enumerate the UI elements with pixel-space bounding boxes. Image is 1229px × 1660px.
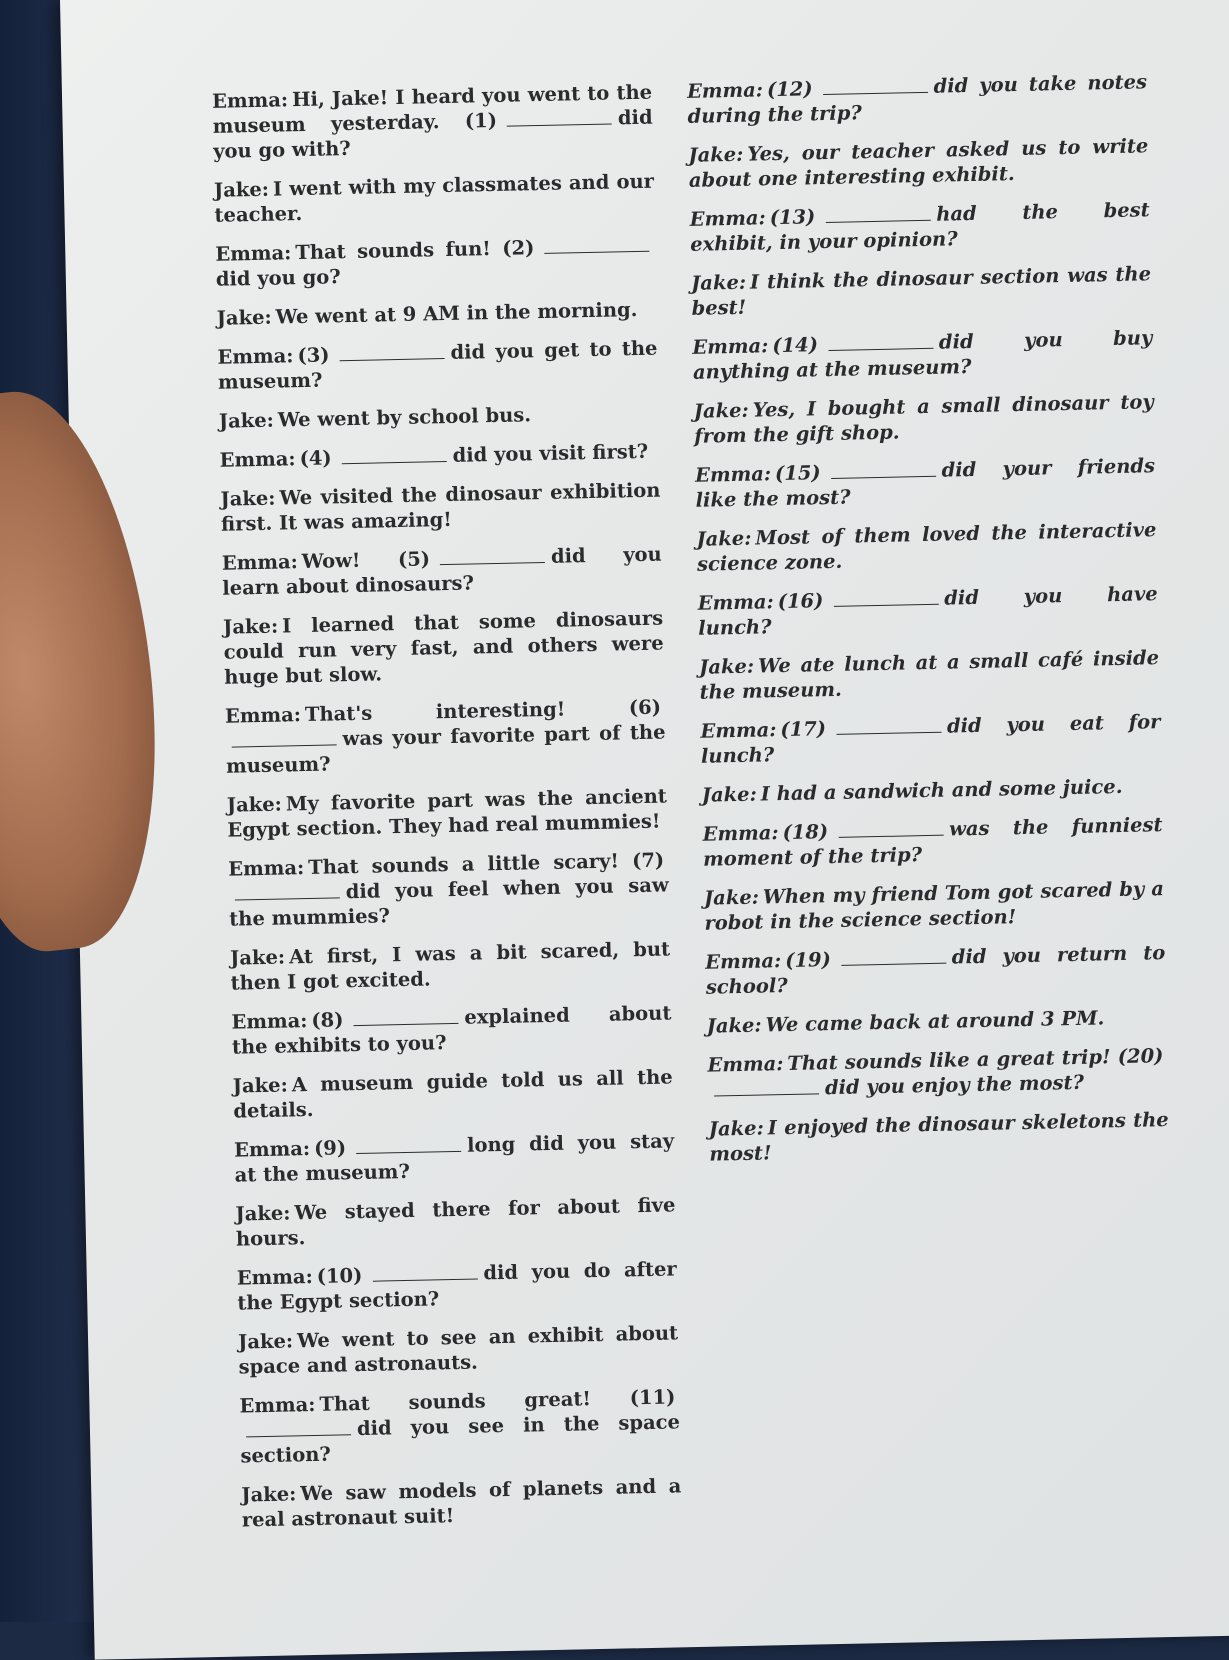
dialogue-text: We saw models of planets and a real astronaut suit! xyxy=(241,1474,682,1532)
jake-line xyxy=(227,783,668,842)
dialogue-text: did you get to the museum? xyxy=(217,336,658,394)
dialogue-text: was the funniest moment of the trip? xyxy=(702,813,1163,871)
answer-blank[interactable] xyxy=(830,460,935,479)
question-number: (6) xyxy=(628,695,662,720)
dialogue-text: My favorite part was the ancient Egypt section. They had real mummies! xyxy=(227,784,668,842)
dialogue-text: did you eat for lunch? xyxy=(700,710,1161,768)
question-number: (15) xyxy=(774,461,821,486)
question-number: (7) xyxy=(631,848,665,873)
dialogue-text: did you go with? xyxy=(212,105,653,163)
dialogue-text: did you take notes during the trip? xyxy=(687,70,1148,128)
jake-line xyxy=(702,773,1162,808)
dialogue-text: had the best exhibit, in your opinion? xyxy=(690,198,1150,256)
dialogue-text: That sounds a little scary! xyxy=(307,849,620,879)
jake-line xyxy=(709,1107,1170,1167)
question-number: (20) xyxy=(1117,1044,1164,1069)
emma-line xyxy=(687,69,1148,129)
speaker-name: Jake: xyxy=(708,1116,765,1141)
jake-line xyxy=(220,478,661,537)
speaker-name: Jake: xyxy=(703,885,760,910)
question-number: (10) xyxy=(316,1263,363,1288)
emma-line xyxy=(217,336,658,395)
speaker-name: Emma: xyxy=(689,206,766,231)
dialogue-text: long did you stay at the museum? xyxy=(234,1129,675,1187)
jake-line xyxy=(230,936,671,995)
jake-line xyxy=(696,517,1157,577)
speaker-name: Jake: xyxy=(698,654,755,679)
dialogue-text: Yes, our teacher asked us to write about one interesting exhibit. xyxy=(688,134,1149,192)
dialogue-text: did you feel when you saw the mummies? xyxy=(229,873,669,931)
dialogue-text: did your friends like the most? xyxy=(695,454,1156,512)
jake-line xyxy=(691,261,1152,321)
speaker-name: Jake: xyxy=(696,526,752,551)
answer-blank[interactable] xyxy=(341,445,446,464)
speaker-name: Jake: xyxy=(701,782,758,807)
dialogue-text: did you return to school? xyxy=(705,941,1166,999)
emma-line xyxy=(212,80,653,164)
question-number: (8) xyxy=(311,1008,344,1032)
speaker-name: Emma: xyxy=(231,1009,308,1034)
speaker-name: Jake: xyxy=(222,614,279,639)
dialogue-text: We went by school bus. xyxy=(277,403,532,432)
dialogue-text: That sounds like a great trip! xyxy=(787,1045,1111,1075)
speaker-name: Emma: xyxy=(227,856,305,881)
question-number: (12) xyxy=(766,77,813,102)
speaker-name: Emma: xyxy=(219,447,296,472)
dialogue-text: We came back at around 3 PM. xyxy=(765,1006,1105,1037)
jake-line xyxy=(693,389,1154,449)
jake-line xyxy=(704,876,1165,936)
answer-blank[interactable] xyxy=(822,76,927,95)
dialogue-text: did you buy anything at the museum? xyxy=(692,326,1153,384)
answer-blank[interactable] xyxy=(836,716,941,735)
dialogue-text: was your favorite part of the museum? xyxy=(225,720,666,778)
speaker-name: Jake: xyxy=(706,1013,762,1038)
dialogue-text: We visited the dinosaur exhibition first. It was amazing! xyxy=(220,478,661,536)
jake-line xyxy=(216,297,656,331)
speaker-name: Emma: xyxy=(217,344,294,369)
right-dialogue-column xyxy=(687,69,1170,1180)
question-number: (18) xyxy=(782,820,829,845)
speaker-name: Emma: xyxy=(697,590,774,615)
dialogue-text: We went at 9 AM in the morning. xyxy=(275,297,638,329)
speaker-name: Emma: xyxy=(707,1052,784,1077)
answer-blank[interactable] xyxy=(828,332,933,351)
speaker-name: Jake: xyxy=(693,398,749,423)
dialogue-text: I had a sandwich and some juice. xyxy=(760,774,1123,806)
jake-line xyxy=(223,606,664,690)
speaker-name: Jake: xyxy=(690,270,747,295)
answer-blank[interactable] xyxy=(825,204,930,223)
speaker-name: Emma: xyxy=(694,462,772,487)
dialogue-text: I enjoyed the dinosaur skeletons the most! xyxy=(709,1108,1169,1166)
emma-line xyxy=(695,453,1156,513)
dialogue-text: did you have lunch? xyxy=(698,582,1158,640)
jake-line xyxy=(235,1192,676,1251)
dialogue-text: did you see in the space section? xyxy=(240,1410,681,1468)
speaker-name: Jake: xyxy=(237,1329,294,1354)
speaker-name: Jake: xyxy=(226,792,283,817)
speaker-name: Emma: xyxy=(211,88,289,113)
emma-line xyxy=(239,1384,680,1468)
jake-line xyxy=(706,1004,1166,1039)
speaker-name: Jake: xyxy=(216,305,272,330)
emma-line xyxy=(222,542,663,601)
dialogue-text: Yes, I bought a small dinosaur toy from the gift shop. xyxy=(694,390,1154,448)
dialogue-text: I think the dinosaur section was the best! xyxy=(691,262,1152,320)
answer-blank[interactable] xyxy=(353,1007,458,1026)
question-number: (13) xyxy=(769,205,816,230)
emma-line xyxy=(228,847,669,931)
jake-line xyxy=(214,169,655,228)
answer-blank[interactable] xyxy=(838,819,943,838)
dialogue-text: I learned that some dinosaurs could run very fast, and others were huge but slow. xyxy=(223,606,664,689)
question-number: (9) xyxy=(313,1136,347,1160)
answer-blank[interactable] xyxy=(841,947,946,966)
speaker-name: Jake: xyxy=(218,408,275,433)
question-number: (5) xyxy=(397,547,431,572)
jake-line xyxy=(699,645,1160,705)
dialogue-text: did you visit first? xyxy=(452,439,649,467)
speaker-name: Emma: xyxy=(221,550,299,575)
dialogue-text: Wow! xyxy=(301,548,361,574)
speaker-name: Emma: xyxy=(705,949,782,974)
dialogue-text: did you go? xyxy=(215,265,341,291)
speaker-name: Emma: xyxy=(702,821,779,846)
dialogue-text: Most of them loved the interactive science zone. xyxy=(696,518,1157,576)
emma-line xyxy=(231,1000,672,1059)
question-number: (4) xyxy=(299,446,332,471)
dialogue-text: We ate lunch at a small café inside the museum. xyxy=(699,646,1160,704)
dialogue-text: explained about the exhibits to you? xyxy=(231,1001,672,1059)
emma-line xyxy=(707,1043,1168,1103)
speaker-name: Jake: xyxy=(688,142,744,167)
question-number: (16) xyxy=(777,589,824,614)
dialogue-text: We went to see an exhibit about space and astronauts. xyxy=(238,1321,679,1379)
answer-blank[interactable] xyxy=(507,107,612,126)
answer-blank[interactable] xyxy=(246,1418,351,1437)
question-number: (17) xyxy=(780,717,827,742)
answer-blank[interactable] xyxy=(356,1135,461,1154)
speaker-name: Jake: xyxy=(241,1482,297,1507)
worksheet-paper xyxy=(60,0,1229,1660)
answer-blank[interactable] xyxy=(339,342,444,361)
speaker-name: Jake: xyxy=(220,486,276,511)
answer-blank[interactable] xyxy=(372,1263,477,1282)
dialogue-text: did you learn about dinosaurs? xyxy=(222,542,662,600)
jake-line xyxy=(241,1473,682,1532)
speaker-name: Emma: xyxy=(233,1137,311,1162)
jake-line xyxy=(233,1064,674,1123)
emma-line xyxy=(215,233,656,292)
emma-line xyxy=(225,694,666,778)
jake-line xyxy=(688,133,1149,193)
speaker-name: Emma: xyxy=(239,1392,316,1418)
speaker-name: Emma: xyxy=(215,241,292,266)
emma-line xyxy=(698,581,1159,641)
emma-line xyxy=(234,1128,675,1187)
answer-blank[interactable] xyxy=(440,546,545,565)
answer-blank[interactable] xyxy=(231,728,336,747)
speaker-name: Emma: xyxy=(236,1264,313,1290)
jake-line xyxy=(219,400,659,434)
question-number: (3) xyxy=(297,343,330,368)
dialogue-text: did you do after the Egypt section? xyxy=(237,1257,677,1315)
jake-line xyxy=(238,1320,679,1379)
emma-line xyxy=(689,197,1150,257)
question-number: (19) xyxy=(785,948,832,973)
speaker-name: Jake: xyxy=(235,1201,291,1226)
dialogue-text: That sounds great! xyxy=(319,1387,592,1416)
dialogue-text: I went with my classmates and our teacher. xyxy=(214,169,655,227)
dialogue-text: That sounds fun! xyxy=(295,237,492,265)
dialogue-text: That's interesting! xyxy=(304,697,566,727)
question-number: (14) xyxy=(772,333,819,358)
speaker-name: Emma: xyxy=(692,334,769,359)
question-number: (1) xyxy=(464,108,498,133)
question-number: (11) xyxy=(629,1385,676,1410)
dialogue-text: We stayed there for about five hours. xyxy=(235,1193,676,1251)
answer-blank[interactable] xyxy=(544,235,649,254)
emma-line xyxy=(237,1256,678,1315)
emma-line xyxy=(219,439,659,473)
dialogue-text: Hi, Jake! I heard you went to the museum yesterday. xyxy=(212,80,653,138)
speaker-name: Jake: xyxy=(229,945,286,970)
answer-blank[interactable] xyxy=(235,881,340,900)
speaker-name: Emma: xyxy=(224,703,302,728)
speaker-name: Jake: xyxy=(213,177,270,202)
emma-line xyxy=(702,812,1163,872)
answer-blank[interactable] xyxy=(714,1077,819,1096)
speaker-name: Emma: xyxy=(686,78,764,103)
question-number: (2) xyxy=(502,236,535,260)
left-dialogue-column xyxy=(212,80,682,1547)
speaker-name: Jake: xyxy=(232,1073,288,1098)
dialogue-text: A museum guide told us all the details. xyxy=(233,1065,673,1123)
emma-line xyxy=(692,325,1153,385)
dialogue-text: When my friend Tom got scared by a robot in the science section! xyxy=(704,877,1165,935)
answer-blank[interactable] xyxy=(833,588,938,607)
dialogue-text: At first, I was a bit scared, but then I got excited. xyxy=(230,937,671,995)
emma-line xyxy=(705,940,1166,1000)
speaker-name: Emma: xyxy=(700,718,777,743)
emma-line xyxy=(700,709,1161,769)
dialogue-text: did you enjoy the most? xyxy=(824,1070,1085,1100)
